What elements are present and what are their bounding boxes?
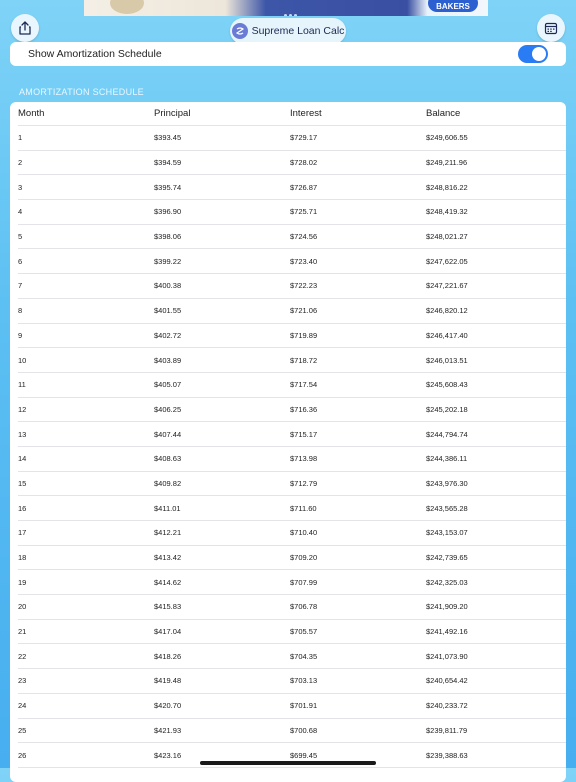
amortization-toggle-switch[interactable] [518, 45, 548, 63]
interest-cell: $711.60 [290, 503, 317, 513]
interest-cell: $712.79 [290, 478, 318, 488]
table-row [18, 175, 566, 200]
table-row [18, 570, 566, 595]
balance-cell: $241,492.16 [426, 627, 468, 637]
principal-cell: $400.38 [154, 281, 182, 291]
principal-cell: $399.22 [154, 256, 182, 266]
interest-cell: $701.91 [290, 701, 318, 711]
ad-banner[interactable] [84, 0, 488, 16]
amortization-toggle-row [10, 42, 566, 66]
table-row [18, 719, 566, 744]
principal-cell: $394.59 [154, 158, 182, 168]
balance-cell: $241,073.90 [426, 651, 468, 661]
table-row [18, 200, 566, 225]
table-header [18, 102, 566, 126]
column-header-principal: Principal [154, 108, 191, 119]
table-row [18, 249, 566, 274]
interest-cell: $705.57 [290, 627, 318, 637]
table-row [18, 299, 566, 324]
interest-cell: $707.99 [290, 577, 318, 587]
table-row [18, 472, 566, 497]
interest-cell: $715.17 [290, 429, 318, 439]
interest-cell: $716.36 [290, 404, 318, 414]
balance-cell: $248,021.27 [426, 232, 468, 242]
principal-cell: $419.48 [154, 676, 182, 686]
principal-cell: $412.21 [154, 528, 182, 538]
principal-cell: $396.90 [154, 207, 182, 217]
balance-cell: $242,325.03 [426, 577, 468, 587]
table-row [18, 447, 566, 472]
month-cell: 17 [18, 528, 27, 538]
balance-cell: $244,794.74 [426, 429, 468, 439]
principal-cell: $395.74 [154, 182, 182, 192]
month-cell: 8 [18, 306, 23, 316]
balance-cell: $241,909.20 [426, 602, 468, 612]
balance-cell: $243,565.28 [426, 503, 468, 513]
interest-cell: $706.78 [290, 602, 318, 612]
month-cell: 24 [18, 701, 27, 711]
app-title-pill[interactable] [230, 18, 346, 44]
principal-cell: $409.82 [154, 478, 182, 488]
balance-cell: $246,417.40 [426, 330, 468, 340]
balance-cell: $246,820.12 [426, 306, 468, 316]
share-icon [18, 21, 32, 35]
balance-cell: $249,606.55 [426, 133, 468, 143]
table-row [18, 521, 566, 546]
month-cell: 7 [18, 281, 23, 291]
table-row [18, 225, 566, 250]
balance-cell: $244,386.11 [426, 454, 468, 464]
interest-cell: $717.54 [290, 380, 318, 390]
interest-cell: $723.40 [290, 256, 318, 266]
table-body[interactable] [10, 126, 566, 768]
table-row [18, 496, 566, 521]
interest-cell: $703.13 [290, 676, 318, 686]
balance-cell: $247,221.67 [426, 281, 468, 291]
interest-cell: $719.89 [290, 330, 318, 340]
month-cell: 9 [18, 330, 23, 340]
amortization-table [10, 102, 566, 782]
table-row [18, 373, 566, 398]
month-cell: 21 [18, 627, 27, 637]
interest-cell: $709.20 [290, 553, 318, 563]
interest-cell: $699.45 [290, 750, 318, 760]
table-row [18, 422, 566, 447]
month-cell: 16 [18, 503, 27, 513]
month-cell: 5 [18, 232, 23, 242]
table-row [18, 151, 566, 176]
table-row [18, 546, 566, 571]
table-row [18, 348, 566, 373]
app-logo-icon [232, 23, 248, 39]
principal-cell: $398.06 [154, 232, 182, 242]
month-cell: 19 [18, 577, 27, 587]
balance-cell: $242,739.65 [426, 553, 468, 563]
month-cell: 11 [18, 380, 26, 390]
interest-cell: $724.56 [290, 232, 318, 242]
top-bar [0, 0, 576, 42]
table-row [18, 669, 566, 694]
interest-cell: $713.98 [290, 454, 318, 464]
table-row [18, 595, 566, 620]
interest-cell: $728.02 [290, 158, 318, 168]
principal-cell: $405.07 [154, 380, 182, 390]
principal-cell: $411.01 [154, 503, 181, 513]
balance-cell: $245,608.43 [426, 380, 468, 390]
ad-page-dots [284, 4, 300, 8]
month-cell: 6 [18, 256, 23, 266]
balance-cell: $239,388.63 [426, 750, 468, 760]
balance-cell: $240,233.72 [426, 701, 468, 711]
month-cell: 15 [18, 478, 27, 488]
interest-cell: $729.17 [290, 133, 318, 143]
balance-cell: $239,811.79 [426, 725, 468, 735]
share-button[interactable] [11, 14, 39, 42]
month-cell: 12 [18, 404, 27, 414]
principal-cell: $402.72 [154, 330, 182, 340]
balance-cell: $243,976.30 [426, 478, 468, 488]
column-header-month: Month [18, 108, 45, 119]
balance-cell: $248,816.22 [426, 182, 468, 192]
table-row [18, 644, 566, 669]
table-row [18, 274, 566, 299]
month-cell: 18 [18, 553, 27, 563]
principal-cell: $420.70 [154, 701, 182, 711]
table-row [18, 324, 566, 349]
month-cell: 23 [18, 676, 27, 686]
interest-cell: $700.68 [290, 725, 318, 735]
ad-brand-badge: BAKERS [428, 0, 478, 12]
month-cell: 2 [18, 158, 23, 168]
table-row [18, 694, 566, 719]
principal-cell: $421.93 [154, 725, 182, 735]
interest-cell: $710.40 [290, 528, 318, 538]
toggle-label: Show Amortization Schedule [28, 48, 162, 60]
month-cell: 1 [18, 133, 23, 143]
balance-cell: $248,419.32 [426, 207, 468, 217]
month-cell: 13 [18, 429, 27, 439]
interest-cell: $704.35 [290, 651, 318, 661]
interest-cell: $718.72 [290, 355, 318, 365]
month-cell: 25 [18, 725, 27, 735]
month-cell: 20 [18, 602, 27, 612]
toggle-knob [532, 47, 546, 61]
home-indicator[interactable] [200, 761, 376, 765]
balance-cell: $246,013.51 [426, 355, 468, 365]
balance-cell: $245,202.18 [426, 404, 468, 414]
section-title: AMORTIZATION SCHEDULE [19, 87, 144, 97]
principal-cell: $418.26 [154, 651, 182, 661]
interest-cell: $726.87 [290, 182, 318, 192]
ad-mascot-image [110, 0, 144, 14]
principal-cell: $403.89 [154, 355, 182, 365]
principal-cell: $408.63 [154, 454, 182, 464]
month-cell: 4 [18, 207, 23, 217]
month-cell: 10 [18, 355, 27, 365]
balance-cell: $249,211.96 [426, 158, 468, 168]
month-cell: 22 [18, 651, 27, 661]
app-title: Supreme Loan Calc [251, 25, 345, 37]
month-cell: 3 [18, 182, 23, 192]
principal-cell: $393.45 [154, 133, 182, 143]
balance-cell: $247,622.05 [426, 256, 468, 266]
principal-cell: $414.62 [154, 577, 182, 587]
column-header-interest: Interest [290, 108, 322, 119]
month-cell: 26 [18, 750, 27, 760]
principal-cell: $415.83 [154, 602, 182, 612]
principal-cell: $401.55 [154, 306, 182, 316]
month-cell: 14 [18, 454, 27, 464]
table-row [18, 398, 566, 423]
interest-cell: $725.71 [290, 207, 318, 217]
column-header-balance: Balance [426, 108, 461, 119]
principal-cell: $407.44 [154, 429, 182, 439]
table-row [18, 620, 566, 645]
principal-cell: $413.42 [154, 553, 182, 563]
balance-cell: $243,153.07 [426, 528, 468, 538]
calendar-button[interactable] [537, 14, 565, 42]
principal-cell: $406.25 [154, 404, 182, 414]
principal-cell: $417.04 [154, 627, 182, 637]
interest-cell: $721.06 [290, 306, 318, 316]
principal-cell: $423.16 [154, 750, 182, 760]
table-row [18, 126, 566, 151]
interest-cell: $722.23 [290, 281, 318, 291]
balance-cell: $240,654.42 [426, 676, 468, 686]
calendar-icon [544, 21, 558, 35]
